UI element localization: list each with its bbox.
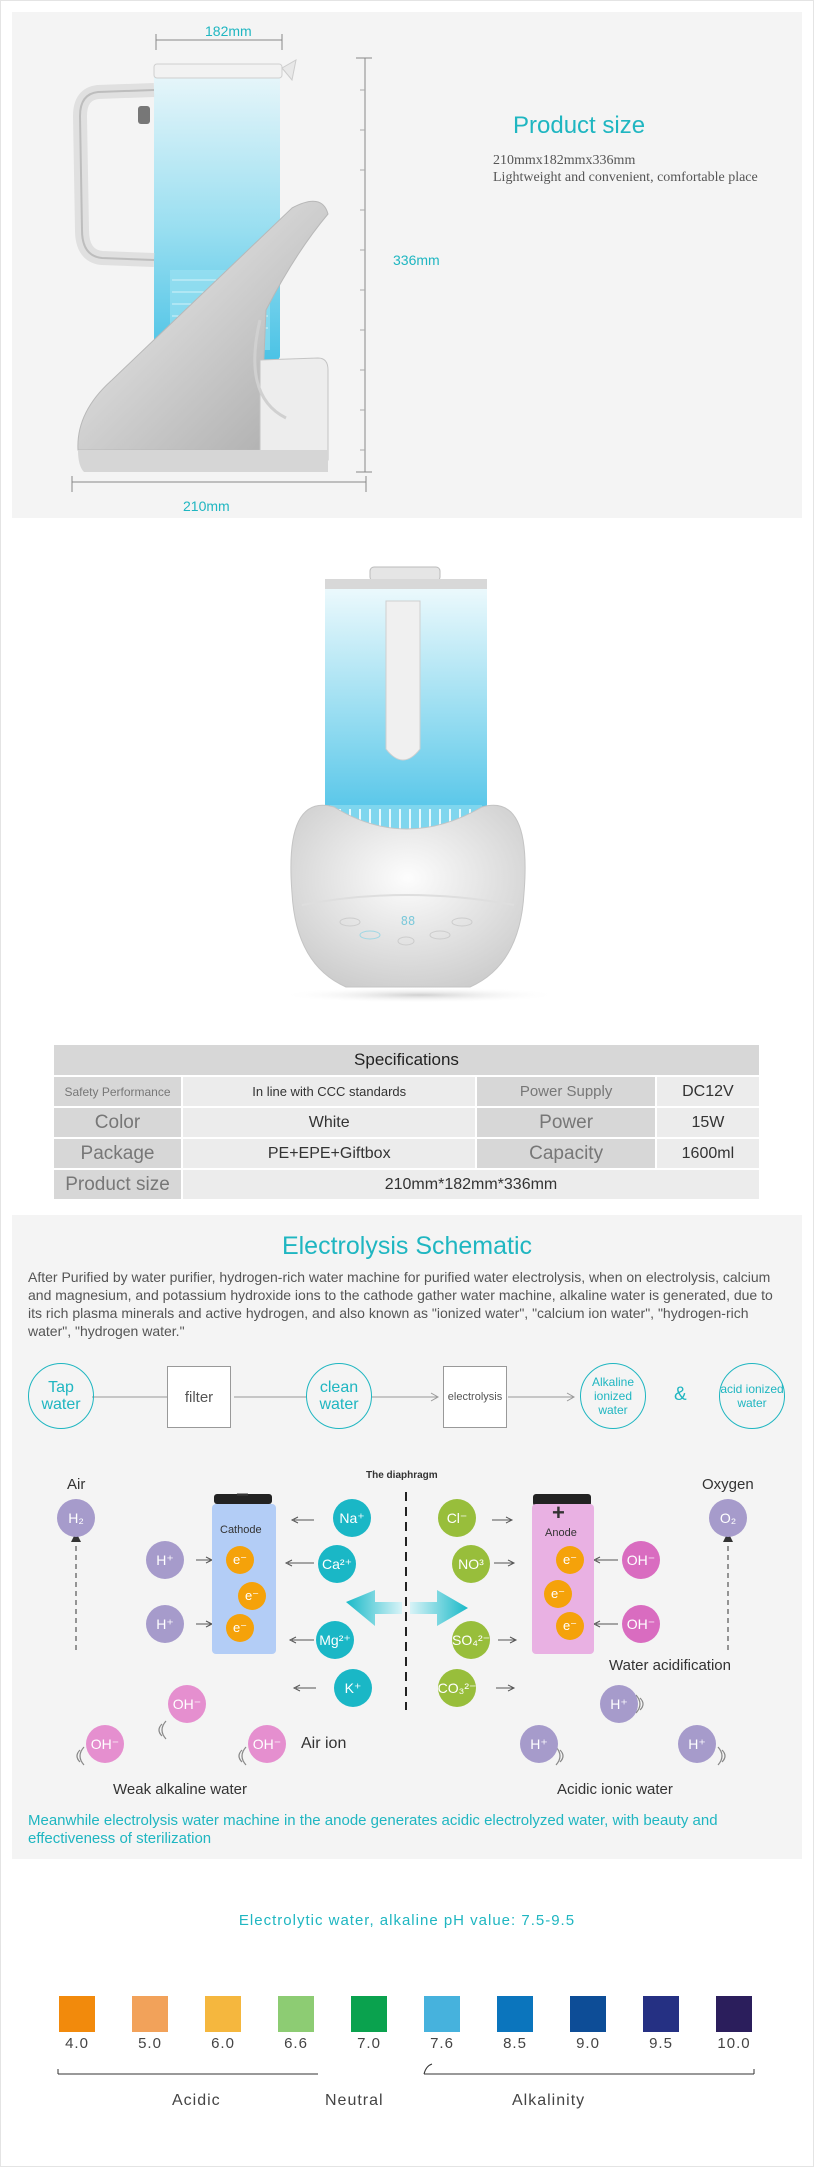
- water-acidification-label: Water acidification: [609, 1657, 731, 1674]
- electrolysis-title: Electrolysis Schematic: [281, 1232, 533, 1260]
- electron: e⁻: [556, 1546, 584, 1574]
- spec-label: Power Supply: [477, 1077, 654, 1106]
- h-plus-ion: H⁺: [146, 1605, 184, 1643]
- electron: e⁻: [226, 1546, 254, 1574]
- electrolysis-description: After Purified by water purifier, hydrogen-rich water machine for purified water electrolysis, when on electrolysis, calcium and magnesium, and potassium hydroxide ions to the cathode gather water machine, alkaline water is generated, due to its rich plasma minerals and active hydrogen, and also known as "ionized water", "calcium ion water", "hydrogen-rich water", "hydrogen water.": [28, 1269, 773, 1339]
- ph-value-label: 9.0: [576, 2035, 600, 2052]
- table-row: [54, 1139, 759, 1168]
- electron: e⁻: [238, 1582, 266, 1610]
- product-size-description: [493, 152, 793, 186]
- air-label: Air: [67, 1476, 86, 1493]
- acidic-label: Acidic: [172, 2092, 221, 2109]
- ph-value-label: 9.5: [649, 2035, 673, 2052]
- product-size-title: Product size: [513, 112, 646, 139]
- ph-swatch: [570, 1996, 606, 2032]
- spec-value: 1600ml: [657, 1139, 759, 1168]
- h-plus-ion: H⁺: [678, 1725, 716, 1763]
- neutral-label: Neutral: [325, 2092, 384, 2109]
- sulfate-ion: SO₄²⁻: [452, 1621, 490, 1659]
- spec-label: Package: [54, 1139, 181, 1168]
- electron: e⁻: [226, 1614, 254, 1642]
- spec-value: PE+EPE+Giftbox: [183, 1139, 475, 1168]
- flow-filter: filter: [167, 1366, 231, 1428]
- dim-height-label: 336mm: [393, 252, 440, 268]
- h2-ion: H₂: [57, 1499, 95, 1537]
- table-row: [54, 1108, 759, 1137]
- h-plus-ion: H⁺: [146, 1541, 184, 1579]
- ph-value-label: 8.5: [503, 2035, 527, 2052]
- potassium-ion: K⁺: [334, 1669, 372, 1707]
- anode-label: Anode: [545, 1527, 577, 1539]
- ph-value-label: 7.0: [357, 2035, 381, 2052]
- spec-label: Safety Performance: [54, 1077, 181, 1106]
- spec-label: Power: [477, 1108, 654, 1137]
- carbonate-ion: CO₃²⁻: [438, 1669, 476, 1707]
- hydroxide-ion: OH⁻: [622, 1541, 660, 1579]
- hydroxide-ion: OH⁻: [168, 1685, 206, 1723]
- product-front-image: [270, 555, 570, 1007]
- sodium-ion: Na⁺: [333, 1499, 371, 1537]
- o2-ion: O₂: [709, 1499, 747, 1537]
- h-plus-ion: H⁺: [600, 1685, 638, 1723]
- ph-swatch: [205, 1996, 241, 2032]
- flow-ampersand: &: [674, 1384, 687, 1405]
- spec-label: Product size: [54, 1170, 181, 1199]
- ph-value-label: 6.0: [211, 2035, 235, 2052]
- air-ion-label: Air ion: [301, 1735, 347, 1752]
- spec-value: 210mm*182mm*336mm: [183, 1170, 759, 1199]
- spec-value: In line with CCC standards: [183, 1077, 475, 1106]
- ph-value-label: 6.6: [284, 2035, 308, 2052]
- anode-note: Meanwhile electrolysis water machine in the anode generates acidic electrolyzed water, with beauty and effectiveness of sterilization: [28, 1812, 718, 1847]
- diaphragm-label: The diaphragm: [366, 1470, 438, 1481]
- hydroxide-ion: OH⁻: [86, 1725, 124, 1763]
- flow-electrolysis: electrolysis: [443, 1366, 507, 1428]
- ph-scale-brackets: [0, 2060, 814, 2080]
- flow-acid-water: acid ionized water: [719, 1363, 785, 1429]
- spec-value: 15W: [657, 1108, 759, 1137]
- chloride-ion: Cl⁻: [438, 1499, 476, 1537]
- weak-alkaline-label: Weak alkaline water: [113, 1781, 247, 1798]
- electron: e⁻: [556, 1612, 584, 1640]
- ph-value-label: 4.0: [65, 2035, 89, 2052]
- hydroxide-ion: OH⁻: [248, 1725, 286, 1763]
- hydroxide-ion: OH⁻: [622, 1605, 660, 1643]
- ph-swatch: [424, 1996, 460, 2032]
- magnesium-ion: Mg²⁺: [316, 1621, 354, 1659]
- flow-alkaline-water: Alkaline ionized water: [580, 1363, 646, 1429]
- dim-depth-label: 210mm: [183, 498, 230, 514]
- anode-sign: +: [552, 1500, 565, 1525]
- dim-width-label: 182mm: [205, 23, 252, 39]
- product-size-dimensions: 210mmx182mmx336mm: [493, 153, 636, 168]
- ph-swatch: [278, 1996, 314, 2032]
- ph-value-label: 7.6: [430, 2035, 454, 2052]
- ph-swatch: [351, 1996, 387, 2032]
- ph-swatch: [716, 1996, 752, 2032]
- spec-value: DC12V: [657, 1077, 759, 1106]
- specifications-table: [52, 1043, 761, 1201]
- ph-swatch: [497, 1996, 533, 2032]
- oxygen-label: Oxygen: [702, 1476, 754, 1493]
- specifications-heading: Specifications: [54, 1045, 759, 1075]
- device-display-readout: 88: [400, 914, 416, 928]
- nitrate-ion: NO³: [452, 1545, 490, 1583]
- flow-tap-water: Tap water: [28, 1363, 94, 1429]
- table-row: [54, 1077, 759, 1106]
- product-size-tagline: Lightweight and convenient, comfortable place: [493, 170, 758, 185]
- calcium-ion: Ca²⁺: [318, 1545, 356, 1583]
- product-side-image: [60, 20, 390, 500]
- flow-clean-water: clean water: [306, 1363, 372, 1429]
- ph-swatch: [643, 1996, 679, 2032]
- ph-swatch: [59, 1996, 95, 2032]
- spec-label: Color: [54, 1108, 181, 1137]
- alkalinity-label: Alkalinity: [512, 2092, 586, 2109]
- cathode-sign: −: [236, 1482, 249, 1507]
- cathode-label: Cathode: [220, 1524, 262, 1536]
- ph-value-label: 10.0: [717, 2035, 751, 2052]
- flow-connectors: [0, 1355, 814, 1435]
- table-row: [54, 1170, 759, 1199]
- spec-label: Capacity: [477, 1139, 654, 1168]
- acidic-ionic-label: Acidic ionic water: [557, 1781, 673, 1798]
- h-plus-ion: H⁺: [520, 1725, 558, 1763]
- spec-value: White: [183, 1108, 475, 1137]
- electron: e⁻: [544, 1580, 572, 1608]
- ph-scale-title: Electrolytic water, alkaline pH value: 7.5-9.5: [238, 1912, 576, 1929]
- ph-value-label: 5.0: [138, 2035, 162, 2052]
- ph-swatch: [132, 1996, 168, 2032]
